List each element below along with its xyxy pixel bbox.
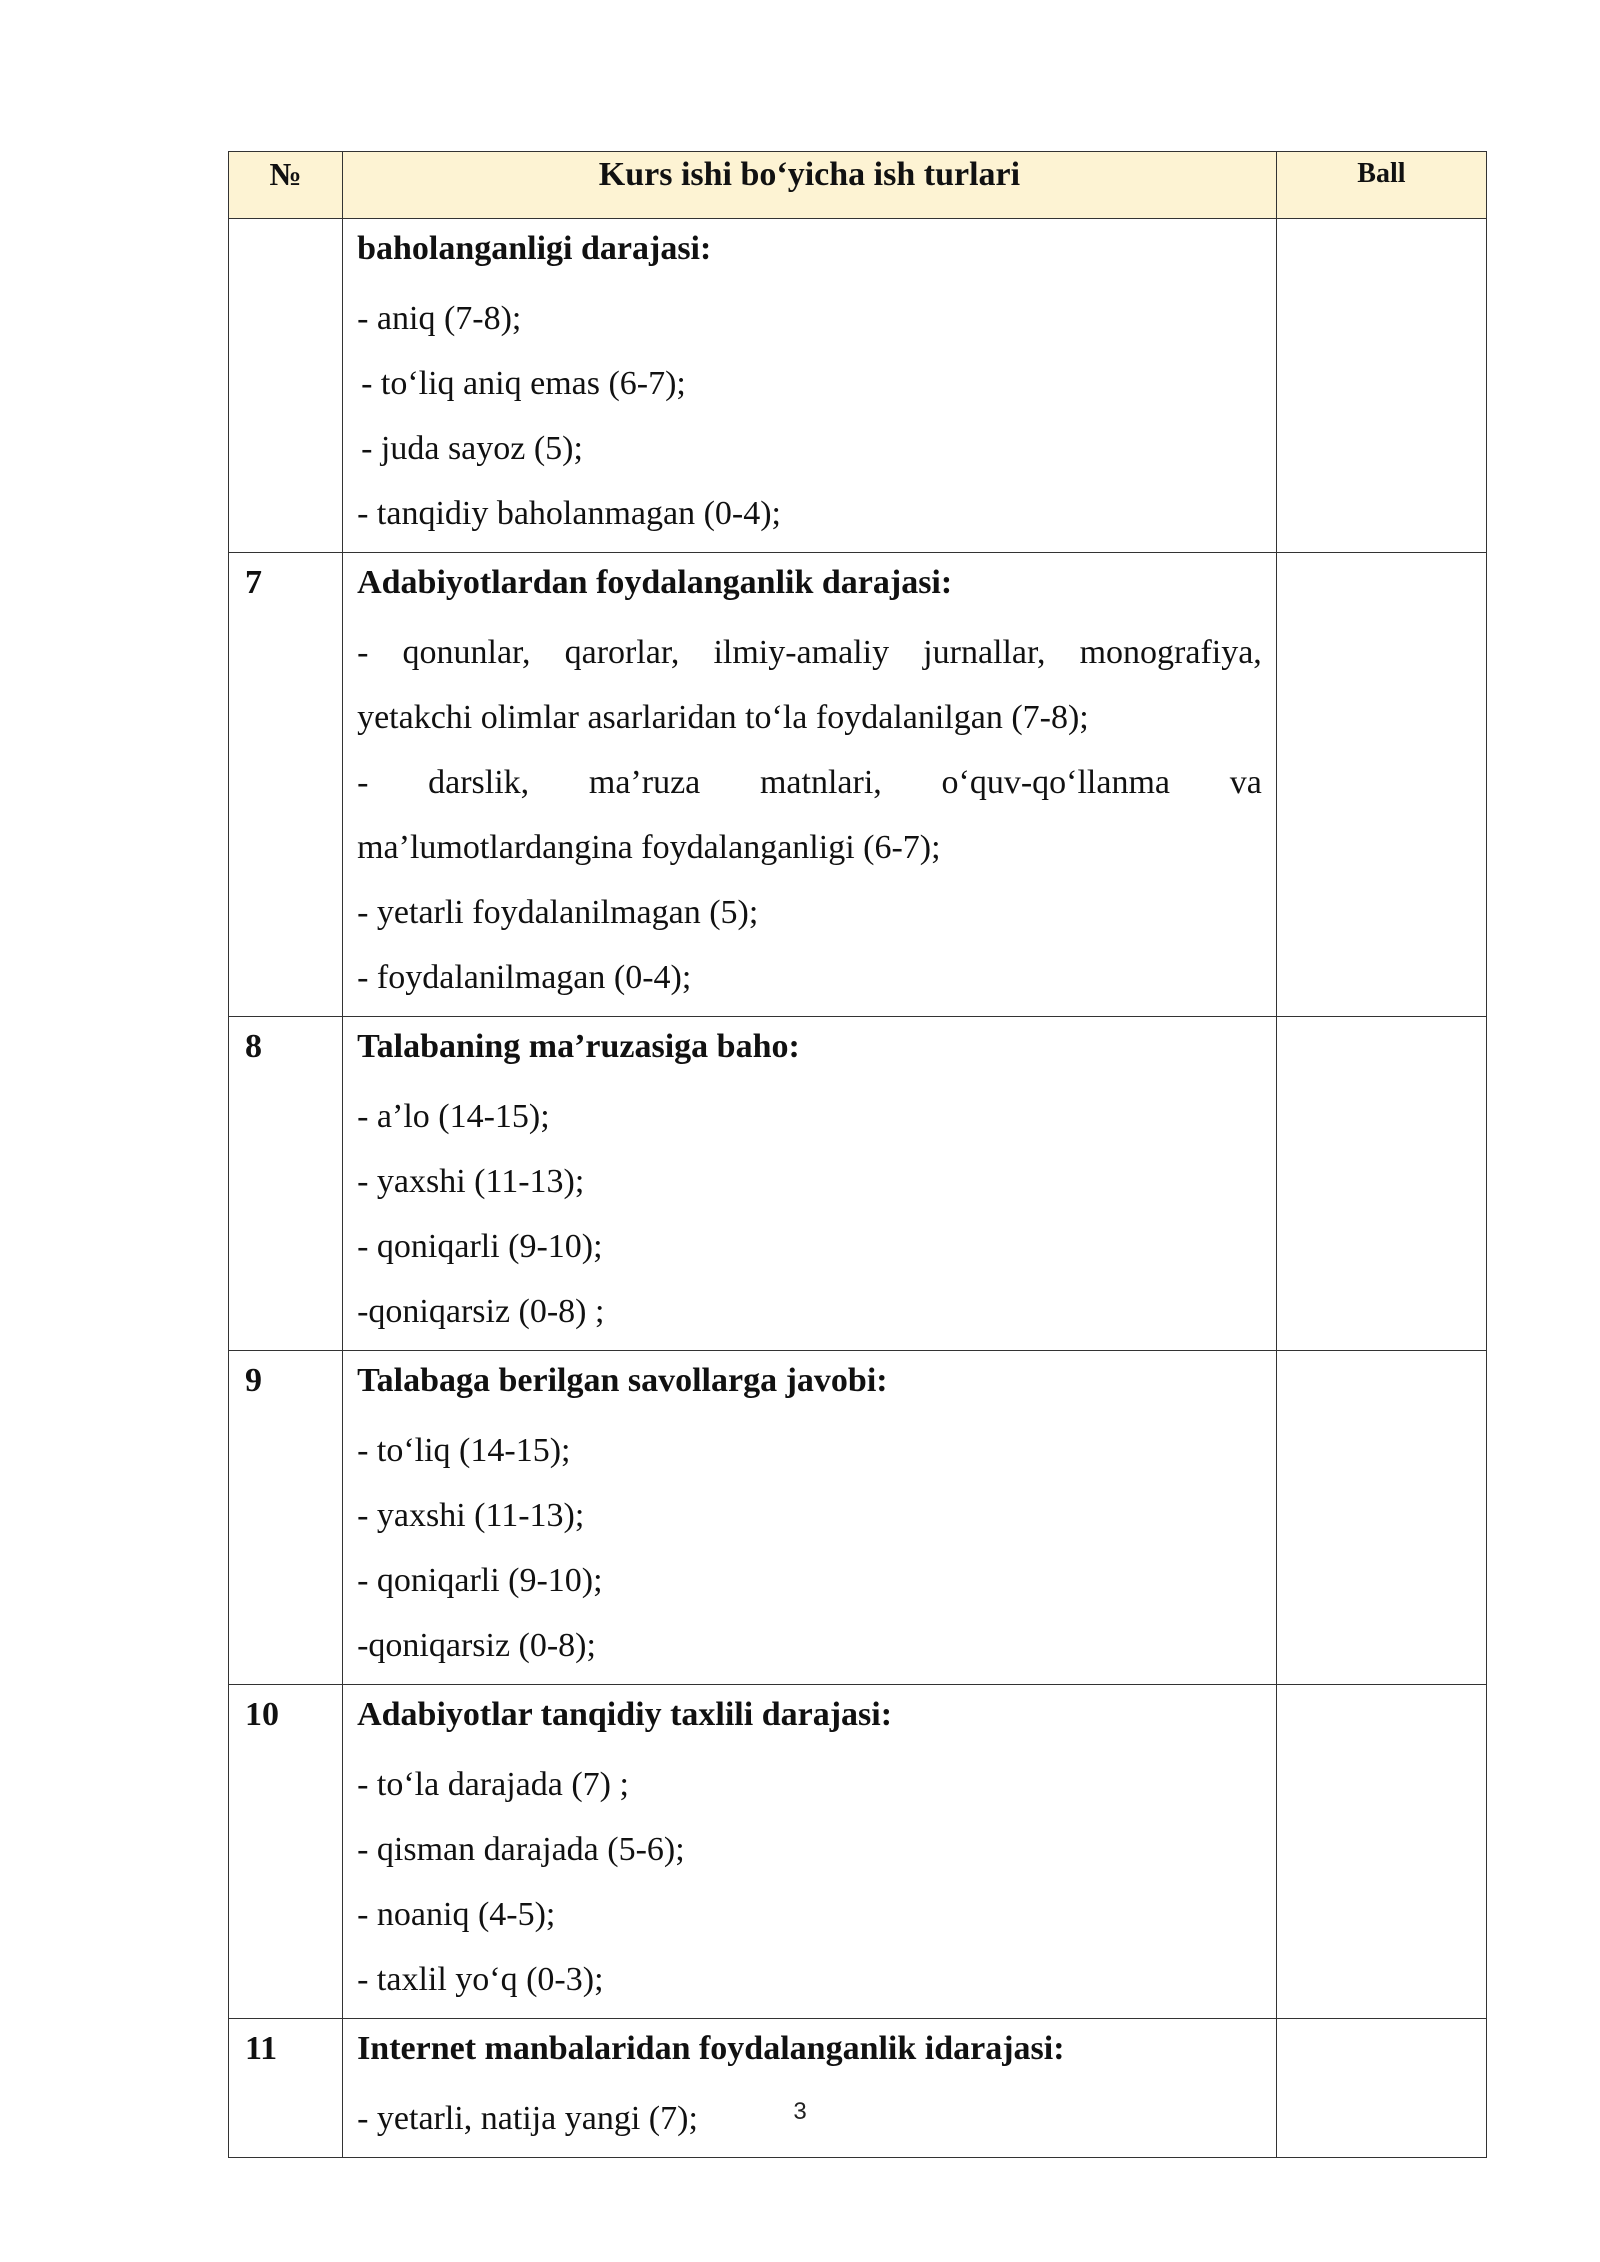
criterion-item: - yaxshi (11-13); [357, 1163, 585, 1200]
criterion-item: -qoniqarsiz (0-8); [357, 1627, 596, 1664]
ball-cell [1276, 1685, 1486, 2019]
row-number [229, 219, 343, 553]
criterion-title: Talabaning ma’ruzasiga baho: [357, 1028, 800, 1065]
row-number: 10 [229, 1685, 343, 2019]
criterion-item: - tanqidiy baholanmagan (0-4); [357, 495, 781, 532]
criterion-item: - noaniq (4-5); [357, 1896, 556, 1933]
ball-cell [1276, 1351, 1486, 1685]
criterion-item: - to‘liq (14-15); [357, 1432, 571, 1469]
criterion-item: - yetarli foydalanilmagan (5); [357, 894, 759, 931]
table-row [229, 1685, 1487, 2019]
ball-cell [1276, 553, 1486, 1017]
criterion-title: Adabiyotlar tanqidiy taxlili darajasi: [357, 1696, 893, 1733]
criterion-item: - foydalanilmagan (0-4); [357, 959, 692, 996]
header-description: Kurs ishi bo‘yicha ish turlari [343, 152, 1277, 219]
criterion-item: - juda sayoz (5); [361, 430, 583, 467]
header-ball: Ball [1276, 152, 1486, 219]
criterion-item: - to‘la darajada (7) ; [357, 1766, 629, 1803]
criterion-item: - darslik, ma’ruza matnlari, o‘quv-qo‘llanma va [357, 764, 1262, 801]
criterion-item: - qoniqarli (9-10); [357, 1228, 603, 1265]
table-header-row [229, 152, 1487, 219]
ball-cell [1276, 2019, 1486, 2158]
row-number: 9 [229, 1351, 343, 1685]
row-description [343, 219, 1277, 553]
row-description [343, 1685, 1277, 2019]
page-number: 3 [793, 2098, 807, 2125]
criterion-item: - a’lo (14-15); [357, 1098, 550, 1135]
table-row [229, 2019, 1487, 2158]
table-row [229, 219, 1487, 553]
row-description [343, 553, 1277, 1017]
criterion-item: - qonunlar, qarorlar, ilmiy-amaliy jurnallar, monografiya, [357, 634, 1262, 671]
row-description [343, 1351, 1277, 1685]
criterion-item: - aniq (7-8); [357, 300, 522, 337]
criterion-item: - yetarli, natija yangi (7); [357, 2100, 698, 2137]
criterion-item: - to‘liq aniq emas (6-7); [361, 365, 686, 402]
ball-cell [1276, 1017, 1486, 1351]
row-number: 8 [229, 1017, 343, 1351]
criterion-title: Talabaga berilgan savollarga javobi: [357, 1362, 888, 1399]
criterion-item: - taxlil yo‘q (0-3); [357, 1961, 604, 1998]
row-description [343, 1017, 1277, 1351]
row-number: 11 [229, 2019, 343, 2158]
row-description [343, 2019, 1277, 2158]
header-number: № [229, 152, 343, 219]
criterion-title: baholanganligi darajasi: [357, 230, 712, 267]
criterion-item: ma’lumotlardangina foydalanganligi (6-7); [357, 829, 941, 866]
table-row [229, 553, 1487, 1017]
table-row [229, 1017, 1487, 1351]
criteria-table [228, 151, 1487, 2158]
criterion-item: - qisman darajada (5-6); [357, 1831, 685, 1868]
row-number: 7 [229, 553, 343, 1017]
ball-cell [1276, 219, 1486, 553]
criterion-item: - qoniqarli (9-10); [357, 1562, 603, 1599]
criterion-title: Adabiyotlardan foydalanganlik darajasi: [357, 564, 953, 601]
criterion-title: Internet manbalaridan foydalanganlik idarajasi: [357, 2030, 1065, 2067]
criterion-item: - yaxshi (11-13); [357, 1497, 585, 1534]
criterion-item: -qoniqarsiz (0-8) ; [357, 1293, 605, 1330]
criterion-item: yetakchi olimlar asarlaridan to‘la foydalanilgan (7-8); [357, 699, 1089, 736]
table-row [229, 1351, 1487, 1685]
